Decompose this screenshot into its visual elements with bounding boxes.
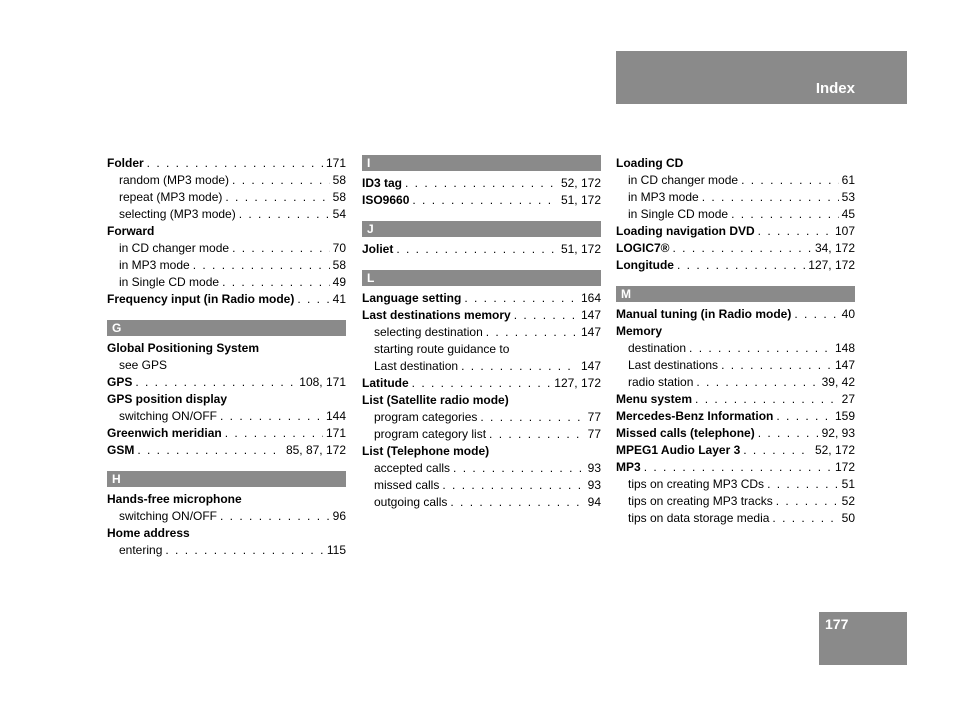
index-entry bbox=[616, 155, 855, 172]
index-subentry bbox=[616, 189, 855, 206]
index-entry bbox=[616, 459, 855, 476]
entry-page-refs: 52, 172 bbox=[560, 176, 601, 190]
entry-page-refs: 93 bbox=[587, 478, 601, 492]
entry-term: Frequency input (in Radio mode) bbox=[107, 292, 295, 306]
index-entry bbox=[362, 443, 601, 460]
index-subentry bbox=[107, 172, 346, 189]
index-header-bar bbox=[616, 51, 907, 104]
dot-leader bbox=[673, 240, 812, 257]
dot-leader bbox=[220, 408, 323, 425]
entry-page-refs: 49 bbox=[332, 275, 346, 289]
entry-term: Last destinations bbox=[628, 358, 719, 372]
index-title: Index bbox=[815, 80, 855, 97]
entry-term: ISO9660 bbox=[362, 193, 410, 207]
entry-term: LOGIC7® bbox=[616, 241, 670, 255]
entry-term: entering bbox=[119, 543, 163, 557]
entry-term: radio station bbox=[628, 375, 694, 389]
entry-term: MPEG1 Audio Layer 3 bbox=[616, 443, 741, 457]
dot-leader bbox=[695, 391, 839, 408]
entry-page-refs: 58 bbox=[332, 190, 346, 204]
entry-page-refs: 159 bbox=[834, 409, 855, 423]
dot-leader bbox=[225, 425, 323, 442]
section-letter-header: H bbox=[107, 471, 346, 487]
entry-term: see GPS bbox=[119, 358, 168, 372]
entry-term: Last destinations memory bbox=[362, 308, 511, 322]
entry-term: in CD changer mode bbox=[628, 173, 739, 187]
entry-term: Longitude bbox=[616, 258, 674, 272]
dot-leader bbox=[165, 542, 323, 559]
entry-term: destination bbox=[628, 341, 687, 355]
entry-page-refs: 27 bbox=[841, 392, 855, 406]
entry-term: switching ON/OFF bbox=[119, 509, 218, 523]
dot-leader bbox=[135, 374, 296, 391]
entry-term: List (Telephone mode) bbox=[362, 444, 490, 458]
index-entry bbox=[616, 323, 855, 340]
page-number: 177 bbox=[825, 616, 849, 632]
entry-page-refs: 108, 171 bbox=[299, 375, 346, 389]
entry-term: in Single CD mode bbox=[628, 207, 729, 221]
index-entry bbox=[362, 392, 601, 409]
index-entry bbox=[616, 257, 855, 274]
dot-leader bbox=[758, 223, 832, 240]
entry-term: GPS position display bbox=[107, 392, 228, 406]
section-gap bbox=[107, 308, 346, 320]
index-subentry bbox=[616, 357, 855, 374]
index-entry bbox=[616, 408, 855, 425]
entry-page-refs: 92, 93 bbox=[821, 426, 855, 440]
dot-leader bbox=[405, 175, 558, 192]
index-subentry bbox=[362, 324, 601, 341]
section-letter-header: G bbox=[107, 320, 346, 336]
entry-page-refs: 171 bbox=[325, 156, 346, 170]
entry-term: in MP3 mode bbox=[119, 258, 190, 272]
index-entry bbox=[616, 223, 855, 240]
entry-page-refs: 85, 87, 172 bbox=[285, 443, 346, 457]
index-subentry bbox=[362, 494, 601, 511]
index-entry bbox=[362, 307, 601, 324]
index-entry bbox=[616, 391, 855, 408]
dot-leader bbox=[644, 459, 832, 476]
section-gap bbox=[616, 274, 855, 286]
entry-page-refs: 147 bbox=[834, 358, 855, 372]
index-subentry bbox=[107, 542, 346, 559]
index-entry bbox=[107, 340, 346, 357]
entry-term: Folder bbox=[107, 156, 144, 170]
dot-leader bbox=[772, 510, 838, 527]
index-entry bbox=[616, 240, 855, 257]
index-column-2 bbox=[362, 155, 601, 511]
entry-page-refs: 77 bbox=[587, 410, 601, 424]
entry-term: missed calls bbox=[374, 478, 440, 492]
dot-leader bbox=[767, 476, 839, 493]
entry-term: Menu system bbox=[616, 392, 693, 406]
index-subentry bbox=[362, 341, 601, 358]
dot-leader bbox=[442, 477, 584, 494]
dot-leader bbox=[743, 442, 812, 459]
index-entry bbox=[107, 374, 346, 391]
dot-leader bbox=[776, 408, 832, 425]
section-letter-header: I bbox=[362, 155, 601, 171]
index-entry bbox=[362, 375, 601, 392]
entry-page-refs: 53 bbox=[841, 190, 855, 204]
entry-page-refs: 77 bbox=[587, 427, 601, 441]
dot-leader bbox=[776, 493, 839, 510]
entry-page-refs: 52, 172 bbox=[814, 443, 855, 457]
index-entry bbox=[107, 525, 346, 542]
entry-term: Last destination bbox=[374, 359, 459, 373]
dot-leader bbox=[225, 189, 329, 206]
entry-page-refs: 40 bbox=[841, 307, 855, 321]
section-gap bbox=[107, 459, 346, 471]
dot-leader bbox=[489, 426, 585, 443]
dot-leader bbox=[689, 340, 832, 357]
index-subentry bbox=[107, 189, 346, 206]
dot-leader bbox=[137, 442, 283, 459]
index-entry bbox=[362, 175, 601, 192]
entry-term: GSM bbox=[107, 443, 135, 457]
entry-page-refs: 61 bbox=[841, 173, 855, 187]
entry-page-refs: 34, 172 bbox=[814, 241, 855, 255]
dot-leader bbox=[453, 460, 585, 477]
index-entry bbox=[107, 223, 346, 240]
dot-leader bbox=[741, 172, 839, 189]
entry-page-refs: 115 bbox=[326, 543, 346, 557]
entry-term: Language setting bbox=[362, 291, 462, 305]
entry-term: Greenwich meridian bbox=[107, 426, 222, 440]
dot-leader bbox=[232, 240, 330, 257]
index-subentry bbox=[107, 274, 346, 291]
entry-page-refs: 147 bbox=[580, 308, 601, 322]
dot-leader bbox=[696, 374, 818, 391]
index-subentry bbox=[107, 257, 346, 274]
entry-page-refs: 147 bbox=[580, 359, 601, 373]
index-entry bbox=[362, 290, 601, 307]
entry-term: in MP3 mode bbox=[628, 190, 699, 204]
index-subentry bbox=[616, 476, 855, 493]
entry-term: Memory bbox=[616, 324, 663, 338]
dot-leader bbox=[297, 291, 329, 308]
entry-term: in CD changer mode bbox=[119, 241, 230, 255]
entry-term: Forward bbox=[107, 224, 155, 238]
entry-term: starting route guidance to bbox=[374, 342, 510, 356]
section-gap bbox=[362, 258, 601, 270]
index-column-3 bbox=[616, 155, 855, 527]
index-entry bbox=[616, 442, 855, 459]
index-subentry bbox=[616, 340, 855, 357]
entry-term: program categories bbox=[374, 410, 478, 424]
entry-term: Loading CD bbox=[616, 156, 684, 170]
entry-term: random (MP3 mode) bbox=[119, 173, 230, 187]
entry-page-refs: 94 bbox=[587, 495, 601, 509]
entry-term: Home address bbox=[107, 526, 190, 540]
dot-leader bbox=[464, 290, 578, 307]
entry-term: Loading navigation DVD bbox=[616, 224, 755, 238]
entry-term: tips on creating MP3 tracks bbox=[628, 494, 773, 508]
index-entry bbox=[362, 192, 601, 209]
index-subentry bbox=[107, 240, 346, 257]
entry-term: Manual tuning (in Radio mode) bbox=[616, 307, 792, 321]
dot-leader bbox=[702, 189, 839, 206]
entry-page-refs: 51, 172 bbox=[560, 242, 601, 256]
index-subentry bbox=[616, 172, 855, 189]
entry-page-refs: 164 bbox=[580, 291, 601, 305]
entry-term: Missed calls (telephone) bbox=[616, 426, 755, 440]
dot-leader bbox=[232, 172, 330, 189]
entry-page-refs: 54 bbox=[332, 207, 346, 221]
entry-page-refs: 144 bbox=[325, 409, 346, 423]
index-entry bbox=[362, 241, 601, 258]
entry-term: repeat (MP3 mode) bbox=[119, 190, 223, 204]
entry-term: Global Positioning System bbox=[107, 341, 260, 355]
dot-leader bbox=[514, 307, 578, 324]
entry-page-refs: 51, 172 bbox=[560, 193, 601, 207]
dot-leader bbox=[450, 494, 584, 511]
index-subentry bbox=[362, 358, 601, 375]
dot-leader bbox=[147, 155, 323, 172]
entry-page-refs: 58 bbox=[332, 258, 346, 272]
entry-page-refs: 51 bbox=[841, 477, 855, 491]
entry-term: Latitude bbox=[362, 376, 409, 390]
dot-leader bbox=[412, 192, 558, 209]
entry-page-refs: 172 bbox=[834, 460, 855, 474]
entry-page-refs: 147 bbox=[580, 325, 601, 339]
dot-leader bbox=[220, 508, 330, 525]
dot-leader bbox=[758, 425, 819, 442]
entry-page-refs: 70 bbox=[332, 241, 346, 255]
index-subentry bbox=[616, 206, 855, 223]
entry-term: GPS bbox=[107, 375, 133, 389]
index-column-1 bbox=[107, 155, 346, 559]
entry-term: accepted calls bbox=[374, 461, 451, 475]
entry-page-refs: 127, 172 bbox=[554, 376, 601, 390]
entry-term: tips on creating MP3 CDs bbox=[628, 477, 765, 491]
page-number-box bbox=[819, 612, 907, 665]
entry-page-refs: 107 bbox=[834, 224, 855, 238]
entry-page-refs: 148 bbox=[834, 341, 855, 355]
entry-page-refs: 93 bbox=[587, 461, 601, 475]
index-entry bbox=[107, 391, 346, 408]
entry-term: selecting destination bbox=[374, 325, 483, 339]
index-subentry bbox=[616, 493, 855, 510]
entry-page-refs: 52 bbox=[841, 494, 855, 508]
entry-term: program category list bbox=[374, 427, 487, 441]
index-entry bbox=[107, 491, 346, 508]
index-subentry bbox=[362, 460, 601, 477]
section-letter-header: M bbox=[616, 286, 855, 302]
dot-leader bbox=[480, 409, 584, 426]
index-subentry bbox=[362, 409, 601, 426]
index-entry bbox=[107, 425, 346, 442]
entry-term: tips on data storage media bbox=[628, 511, 770, 525]
dot-leader bbox=[794, 306, 838, 323]
index-subentry bbox=[616, 374, 855, 391]
entry-term: ID3 tag bbox=[362, 176, 403, 190]
section-letter-header: L bbox=[362, 270, 601, 286]
entry-page-refs: 41 bbox=[332, 292, 346, 306]
entry-page-refs: 127, 172 bbox=[808, 258, 855, 272]
dot-leader bbox=[721, 357, 832, 374]
dot-leader bbox=[412, 375, 552, 392]
entry-term: MP3 bbox=[616, 460, 641, 474]
section-gap bbox=[362, 209, 601, 221]
dot-leader bbox=[222, 274, 330, 291]
index-subentry bbox=[107, 508, 346, 525]
index-subentry bbox=[107, 357, 346, 374]
index-entry bbox=[107, 442, 346, 459]
dot-leader bbox=[193, 257, 330, 274]
section-letter-header: J bbox=[362, 221, 601, 237]
dot-leader bbox=[396, 241, 558, 258]
dot-leader bbox=[677, 257, 805, 274]
index-entry bbox=[107, 291, 346, 308]
index-entry bbox=[616, 425, 855, 442]
index-entry bbox=[107, 155, 346, 172]
entry-page-refs: 58 bbox=[332, 173, 346, 187]
entry-term: selecting (MP3 mode) bbox=[119, 207, 236, 221]
entry-term: Mercedes-Benz Information bbox=[616, 409, 774, 423]
index-subentry bbox=[362, 426, 601, 443]
index-subentry bbox=[107, 408, 346, 425]
dot-leader bbox=[486, 324, 578, 341]
entry-term: Joliet bbox=[362, 242, 394, 256]
index-subentry bbox=[107, 206, 346, 223]
index-entry bbox=[616, 306, 855, 323]
index-subentry bbox=[616, 510, 855, 527]
entry-term: Hands-free microphone bbox=[107, 492, 242, 506]
entry-term: List (Satellite radio mode) bbox=[362, 393, 509, 407]
entry-page-refs: 50 bbox=[841, 511, 855, 525]
index-subentry bbox=[362, 477, 601, 494]
dot-leader bbox=[731, 206, 839, 223]
entry-page-refs: 45 bbox=[841, 207, 855, 221]
entry-term: switching ON/OFF bbox=[119, 409, 218, 423]
entry-term: in Single CD mode bbox=[119, 275, 220, 289]
dot-leader bbox=[461, 358, 578, 375]
entry-page-refs: 96 bbox=[332, 509, 346, 523]
entry-term: outgoing calls bbox=[374, 495, 448, 509]
entry-page-refs: 171 bbox=[325, 426, 346, 440]
entry-page-refs: 39, 42 bbox=[821, 375, 855, 389]
dot-leader bbox=[239, 206, 330, 223]
